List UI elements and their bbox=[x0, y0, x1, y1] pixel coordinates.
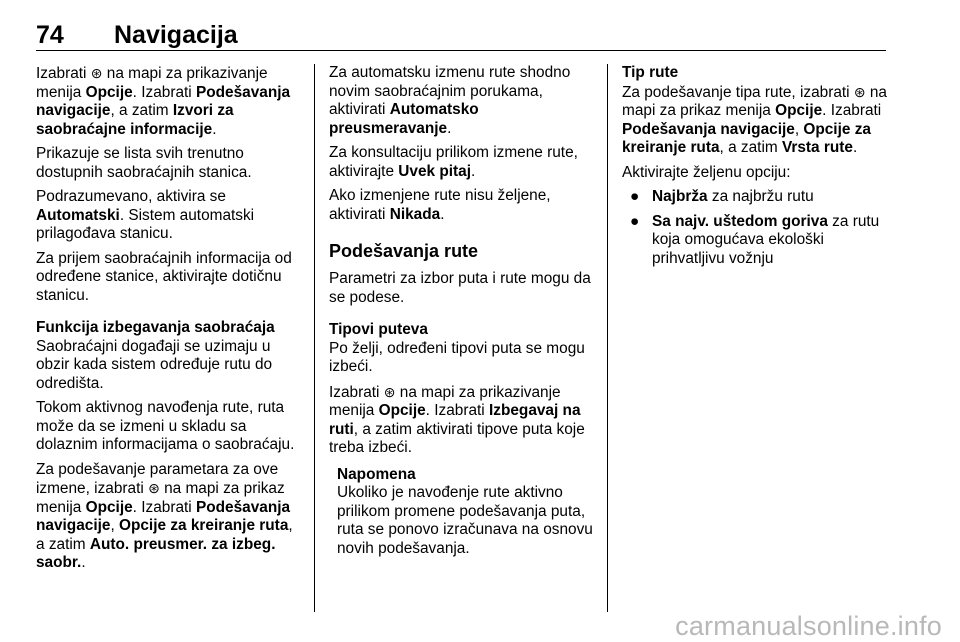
map-menu-icon: ⊛ bbox=[853, 83, 866, 100]
subheading: Funkcija izbegavanja saobraćaja bbox=[36, 319, 275, 336]
paragraph: Za prijem saobraćajnih informacija od određene stanice, aktivirajte dotičnu stanicu. bbox=[36, 249, 292, 304]
bullet-icon: ● bbox=[630, 212, 640, 230]
paragraph: Parametri za izbor puta i rute mogu da se podese. bbox=[329, 270, 591, 306]
list-item: ● Sa najv. uštedom goriva za rutu koja omogućava ekološki prihvatljivu vožnju bbox=[630, 212, 880, 267]
paragraph: Ako izmenjene rute nisu željene, aktivirati Nikada. bbox=[329, 187, 551, 223]
paragraph: Saobraćajni događaji se uzimaju u obzir kada sistem određuje rutu do odredišta. bbox=[36, 337, 273, 392]
paragraph: Za automatsku izmenu rute shodno novim saobraćajnim porukama, aktivirati Automatsko preusmeravanje. bbox=[329, 64, 571, 137]
paragraph: Aktivirajte željenu opciju: bbox=[622, 163, 791, 181]
paragraph: Podrazumevano, aktivira se Automatski. Sistem automatski prilagođava stanicu. bbox=[36, 188, 255, 242]
option-list bbox=[622, 188, 888, 268]
paragraph: Prikazuje se lista svih trenutno dostupnih saobraćajnih stanica. bbox=[36, 145, 252, 181]
paragraph: Po želji, određeni tipovi puta se mogu izbeći. bbox=[329, 339, 585, 375]
map-menu-icon: ⊛ bbox=[148, 480, 160, 496]
page-header bbox=[36, 21, 886, 51]
paragraph: Izabrati ⊛ na mapi za prikazivanje menija Opcije. Izabrati Podešavanja navigacije, a zatim Izvori za saobraćajne informacije. bbox=[36, 65, 291, 138]
map-menu-icon: ⊛ bbox=[383, 383, 396, 400]
note-title: Napomena bbox=[337, 465, 416, 483]
page-number: 74 bbox=[36, 21, 64, 49]
list-item: ● Najbrža za najbržu rutu bbox=[630, 188, 814, 205]
note-text: Ukoliko je navođenje rute aktivno prilikom promene podešavanja puta, ruta se ponovo izračunava na osnovu novih podešavanja. bbox=[337, 484, 593, 557]
column-divider-2 bbox=[607, 64, 608, 612]
paragraph: Tokom aktivnog navođenja rute, ruta može da se izmeni u skladu sa dolaznim informacijama o saobraćaju. bbox=[36, 399, 295, 453]
column-2 bbox=[329, 64, 595, 558]
note-box bbox=[329, 466, 595, 559]
column-3 bbox=[622, 64, 888, 274]
column-1 bbox=[36, 64, 302, 579]
paragraph: Izabrati ⊛ na mapi za prikazivanje menija Opcije. Izabrati Izbegavaj na ruti, a zatim aktivirati tipove puta koje treba izbeći. bbox=[329, 383, 585, 456]
watermark: carmanualsonline.info bbox=[675, 611, 942, 641]
bullet-icon: ● bbox=[630, 188, 640, 205]
subheading: Tip rute bbox=[622, 64, 679, 81]
paragraph: Za konsultaciju prilikom izmene rute, aktivirajte Uvek pitaj. bbox=[329, 144, 578, 180]
paragraph: Za podešavanje parametara za ove izmene, izabrati ⊛ na mapi za prikaz menija Opcije. Izabrati Podešavanja navigacije, Opcije za kreiranje ruta, a zatim Auto. preusmer. za izbeg. saobr.. bbox=[36, 460, 293, 571]
map-menu-icon: ⊛ bbox=[90, 65, 103, 81]
column-divider-1 bbox=[314, 64, 315, 612]
header-rule bbox=[36, 50, 886, 51]
section-title: Navigacija bbox=[114, 21, 238, 49]
subheading: Tipovi puteva bbox=[329, 321, 428, 338]
section-heading: Podešavanja rute bbox=[329, 241, 479, 261]
paragraph: Za podešavanje tipa rute, izabrati ⊛ na mapi za prikaz menija Opcije. Izabrati Podešavanja navigacije, Opcije za kreiranje ruta, a zatim Vrsta rute. bbox=[622, 83, 887, 156]
